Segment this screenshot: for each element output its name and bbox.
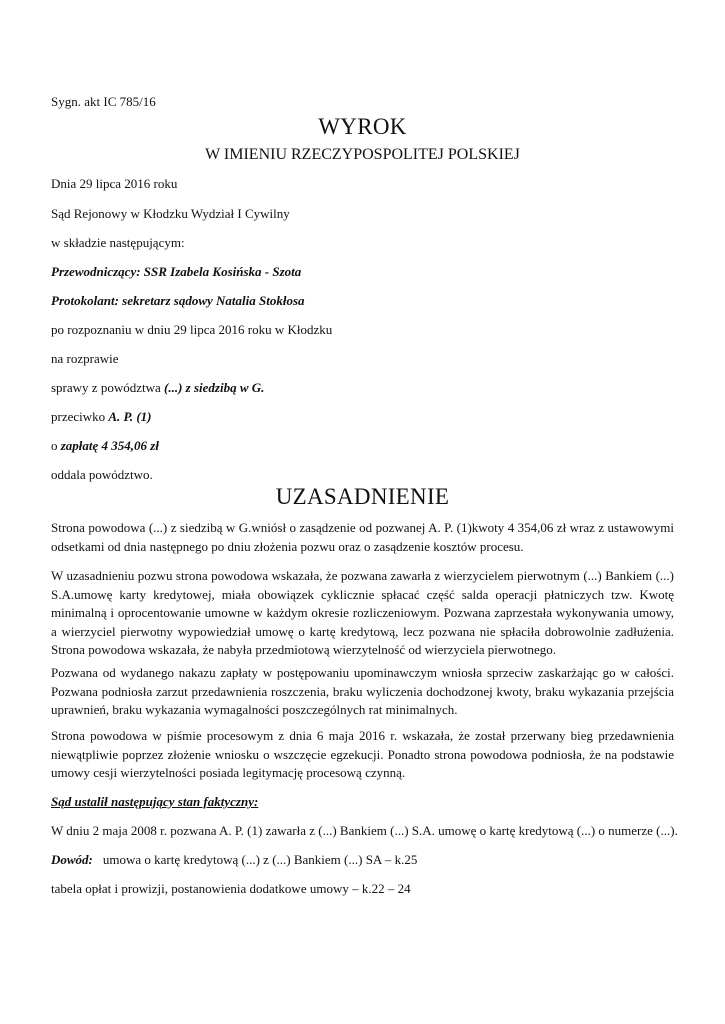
justification-paragraph-4: Strona powodowa w piśmie procesowym z dnia 6 maja 2016 r. wskazała, że został przerwany bieg przedawnienia niewątpliwie poprzez złożenie wniosku o wszczęcie egzekucji. Ponadto strona powodowa podniosła, że na podstawie umowy cesji wierzytelności posiada legitymację procesową czynną. [51,728,674,780]
composition-intro: w składzie następującym: [51,235,185,250]
evidence-text: umowa o kartę kredytową (...) z (...) Bankiem (...) SA – k.25 [102,852,418,867]
case-subject-amount: zapłatę 4 354,06 zł [60,438,159,453]
facts-heading: Sąd ustalił następujący stan faktyczny: [51,794,259,809]
evidence-line [51,852,417,867]
evidence-label: Dowód: [51,852,93,867]
ruling: oddala powództwo. [51,467,153,482]
case-defendant [51,409,152,424]
evidence-line-2: tabela opłat i prowizji, postanowienia dodatkowe umowy – k.22 – 24 [51,881,411,896]
justification-paragraph-1: Strona powodowa (...) z siedzibą w G.wniósł o zasądzenie od pozwanej A. P. (1)kwoty 4 354,06 zł wraz z ustawowymi odsetkami od dnia następnego po dniu złożenia pozwu oraz o zasądzenie kosztów procesu. [51,520,674,554]
document-subtitle: W IMIENIU RZECZYPOSPOLITEJ POLSKIEJ [205,146,520,163]
case-subject-prefix: o [51,438,61,453]
justification-title: UZASADNIENIE [275,484,450,509]
case-signature: Sygn. akt IC 785/16 [51,94,156,109]
case-plaintiff-name: (...) z siedzibą w G. [164,380,265,395]
trial-info: na rozprawie [51,351,119,366]
case-defendant-prefix: przeciwko [51,409,109,424]
case-defendant-name: A. P. (1) [108,409,152,424]
court-clerk: Protokolant: sekretarz sądowy Natalia Stokłosa [51,293,305,308]
hearing-info: po rozpoznaniu w dniu 29 lipca 2016 roku w Kłodzku [51,322,333,337]
justification-paragraph-2: W uzasadnieniu pozwu strona powodowa wskazała, że pozwana zawarła z wierzycielem pierwotnym (...) Bankiem (...) S.A.umowę karty kredytowej, miała obowiązek cyklicznie spłacać część salda operacji płatniczych tzw. Kwotę minimalną i oprocentowanie umowne w każdym okresie rozliczeniowym. Pozwana zaprzestała wykonywania umowy, a wierzyciel pierwotny wypowiedział umowę o kartę kredytową, lecz pozwana nie spłaciła dobrowolnie zadłużenia. Strona powodowa wskazała, że nabyła przedmiotową wierzytelność od wierzyciela pierwotnego. [51,568,674,657]
court-name: Sąd Rejonowy w Kłodzku Wydział I Cywilny [51,206,290,221]
case-subject [51,438,159,453]
case-plaintiff-prefix: sprawy z powództwa [51,380,164,395]
document-title: WYROK [318,114,407,139]
justification-paragraph-3: Pozwana od wydanego nakazu zapłaty w postępowaniu upominawczym wniosła sprzeciw zaskarżając go w całości. Pozwana podniosła zarzut przedawnienia roszczenia, braku wyliczenia dochodzonej kwoty, braku wykazania przejścia uprawnień, braku wykazania wymagalności poszczególnych rat minimalnych. [51,665,674,717]
facts-line: W dniu 2 maja 2008 r. pozwana A. P. (1) zawarła z (...) Bankiem (...) S.A. umowę o kartę kredytową (...) o numerze (...). [51,823,678,838]
judgment-date: Dnia 29 lipca 2016 roku [51,176,178,191]
case-plaintiff [51,380,264,395]
presiding-judge: Przewodniczący: SSR Izabela Kosińska - Szota [51,264,302,279]
